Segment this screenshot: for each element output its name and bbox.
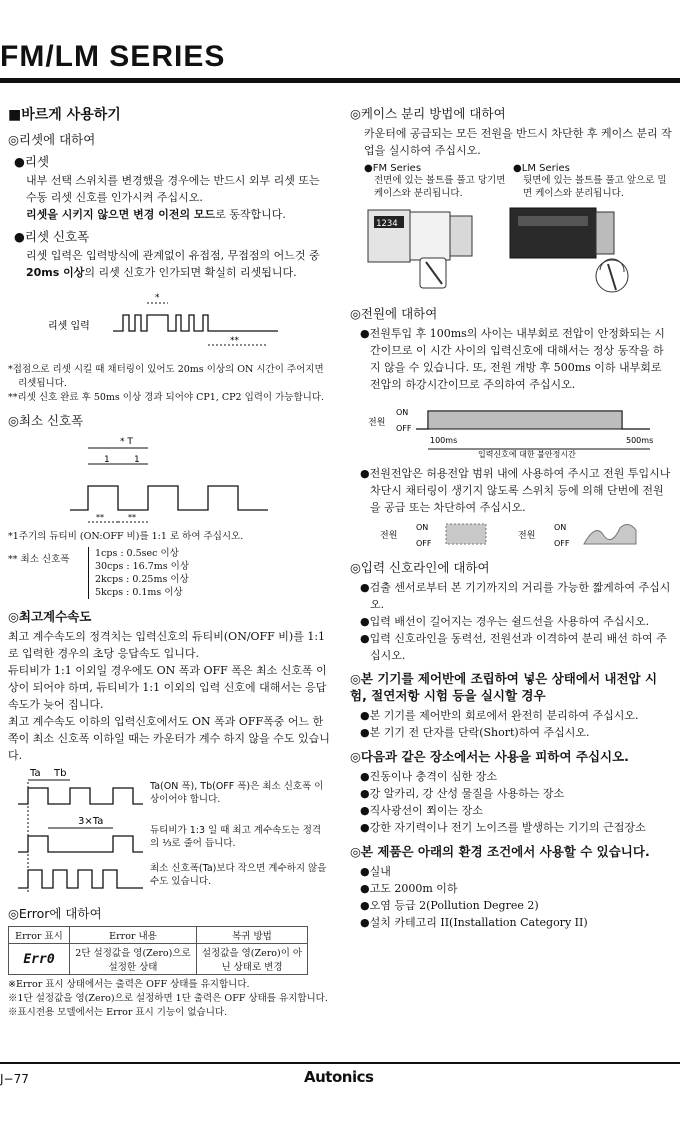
min-signal-item: 5kcps : 0.1ms 이상 xyxy=(95,587,183,598)
reset-note1: *접점으로 리셋 시킬 때 채터링이 있어도 20ms 이상의 ON 시간이 주어지면 리셋됩니다. xyxy=(8,364,324,389)
dstar-a: ** xyxy=(96,513,104,522)
label-T: * T xyxy=(120,437,133,447)
panel-item: ●본 기기를 제어반의 회로에서 완전히 분리하여 주십시오. xyxy=(360,709,639,722)
input-line-item: ●검출 센서로부터 본 기기까지의 거리를 가능한 짧게하여 주십시오. xyxy=(360,581,671,611)
star-mark: * xyxy=(155,293,160,303)
off-label-3: OFF xyxy=(554,539,570,548)
ms500-label: 500ms xyxy=(626,436,654,445)
power-label-2: 전원 xyxy=(380,531,398,541)
on-label-3: ON xyxy=(554,523,567,532)
page-number: J−77 xyxy=(0,1072,29,1086)
input-line-item: ●입력 신호라인을 동력선, 전원선과 이격하여 분리 배선 하여 주십시오. xyxy=(360,632,667,662)
label-1a: 1 xyxy=(104,455,110,465)
error-note: ※1단 설정값을 영(Zero)으로 설정하면 1단 출력은 OFF 상태를 유지합니다. xyxy=(8,993,328,1004)
off-label-2: OFF xyxy=(416,539,432,548)
error-col-content: Error 내용 xyxy=(70,927,197,944)
error-col-recovery: 복귀 방법 xyxy=(197,927,308,944)
env-item: ●오염 등급 2(Pollution Degree 2) xyxy=(360,899,539,912)
min-signal-item: 2kcps : 0.25ms 이상 xyxy=(95,574,189,585)
error-table-row xyxy=(9,944,308,975)
section-title: ■바르게 사용하기 xyxy=(8,107,121,123)
env-item: ●설치 카테고리 II(Installation Category II) xyxy=(360,916,588,929)
max-speed-p1: 최고 계수속도의 정격치는 입력신호의 듀티비(ON/OFF 비)를 1:1로 입력한 경우의 초당 응답속도 입니다. xyxy=(8,630,326,660)
min-signal-heading: ◎최소 신호폭 xyxy=(8,413,84,428)
power-label: 전원 xyxy=(368,418,386,428)
label-ta: Ta xyxy=(30,768,41,779)
fm-series-title: ●FM Series xyxy=(364,163,422,174)
brand-logo: Autonics xyxy=(304,1068,374,1086)
min-signal-values xyxy=(88,547,189,599)
dstar-mark: ** xyxy=(230,336,239,346)
label-3ta: 3×Ta xyxy=(78,816,104,827)
power-heading: ◎전원에 대하여 xyxy=(350,306,438,321)
error-col-display: Error 표시 xyxy=(9,927,70,944)
on-label-2: ON xyxy=(416,523,429,532)
error-heading: ◎Error에 대하여 xyxy=(8,906,102,921)
panel-item: ●본 기기 전 단자를 단락(Short)하여 주십시오. xyxy=(360,726,590,739)
input-line-heading: ◎입력 신호라인에 대하여 xyxy=(350,560,490,575)
footer-rule xyxy=(0,1062,680,1064)
reset-p1-bold: 리셋을 시키지 않으면 변경 이전의 모드 xyxy=(26,208,216,221)
case-series-row xyxy=(350,163,672,200)
reset-sub2: ●리셋 신호폭 xyxy=(14,229,90,244)
reset-p2-bold: 20ms 이상 xyxy=(26,266,85,279)
avoid-item: ●진동이나 충격이 심한 장소 xyxy=(360,770,497,783)
env-heading: ◎본 제품은 아래의 환경 조건에서 사용할 수 있습니다. xyxy=(350,844,650,859)
series-title: FM/LM SERIES xyxy=(0,40,226,73)
reset-p2a: 리셋 입력은 입력방식에 관계없이 유접점, 무접점의 어느것 중 xyxy=(26,249,320,262)
min-signal-diagram xyxy=(8,432,328,530)
avoid-heading: ◎다음과 같은 장소에서는 사용을 피하여 주십시오. xyxy=(350,749,629,764)
error-notes xyxy=(8,978,330,1020)
avoid-item: ●직사광선이 쬐이는 장소 xyxy=(360,804,483,817)
power-timing-diagram xyxy=(350,399,672,465)
power-b2: ●전원전압은 허용전압 범위 내에 사용하여 주시고 전원 투입시나 차단시 채터링이 생기지 않도록 스위치 등에 의해 단번에 전원을 공급 또는 차단하여 주십시오. xyxy=(360,467,671,514)
min-signal-note1: *1주기의 듀티비 (ON:OFF 비)를 1:1 로 하여 주십시오. xyxy=(8,531,244,542)
reset-p1-text: 내부 선택 스위치를 변경했을 경우에는 반드시 외부 리셋 또는 수동 리셋 신호를 인가시켜 주십시오. xyxy=(26,174,320,204)
min-signal-item: 30cps : 16.7ms 이상 xyxy=(95,561,190,572)
unstable-label: 입력신호에 대한 불안정시간 xyxy=(478,450,576,459)
counter-display: 1234 xyxy=(376,219,398,229)
error-recovery-cell: 설정값을 영(Zero)이 아닌 상태로 변경 xyxy=(197,944,308,975)
reset-p2b: 의 리셋 신호가 인가되면 확실히 리셋됩니다. xyxy=(84,266,297,279)
max-speed-p2: 듀티비가 1:1 이외일 경우에도 ON 폭과 OFF 폭은 최소 신호폭 이상이 되어야 하며, 듀티비가 1:1 이외의 입력 신호에 대해서는 응답속도가 늦어 집니다. xyxy=(8,664,327,711)
error-table-header xyxy=(9,927,308,944)
right-column xyxy=(350,104,672,931)
header-rule xyxy=(0,78,680,83)
error-content-cell: 2단 설정값을 영(Zero)으로 설정한 상태 xyxy=(70,944,197,975)
label-tb: Tb xyxy=(54,768,67,779)
max-speed-diagram xyxy=(8,764,330,898)
reset-timing-diagram xyxy=(8,281,328,363)
dstar-b: ** xyxy=(128,513,136,522)
min-signal-label: ** 최소 신호폭 xyxy=(8,554,70,565)
reset-p1 xyxy=(26,172,330,223)
reset-p1-tail: 로 동작합니다. xyxy=(215,208,286,221)
reset-note2: **리셋 신호 완료 후 50ms 이상 경과 되어야 CP1, CP2 입력이 가능합니다. xyxy=(8,392,325,403)
env-item: ●실내 xyxy=(360,865,391,878)
power-label-3: 전원 xyxy=(518,531,536,541)
case-p1: 카운터에 공급되는 모든 전원을 반드시 차단한 후 케이스 분리 작업을 실시하여 주십시오. xyxy=(364,127,672,157)
max-speed-desc2: 듀티비가 1:3 일 때 최고 계수속도는 정격의 ⅓로 줄어 듭니다. xyxy=(150,825,322,849)
panel-heading: ◎본 기기를 제어반에 조립하여 넣은 상태에서 내전압 시험, 절연저항 시험 등을 실시할 경우 xyxy=(350,671,658,703)
lm-series-text: 뒷면에 있는 볼트를 풀고 앞으로 밀면 케이스와 분리됩니다. xyxy=(523,175,667,199)
input-line-item: ●입력 배선이 길어지는 경우는 쉴드선을 사용하여 주십시오. xyxy=(360,615,650,628)
max-speed-desc1: Ta(ON 폭), Tb(OFF 폭)은 최소 신호폭 이상이어야 합니다. xyxy=(150,781,324,805)
left-column xyxy=(8,104,330,1020)
min-signal-table xyxy=(8,547,330,599)
reset-sub1: ●리셋 xyxy=(14,154,50,169)
fm-series-text: 전면에 있는 볼트를 풀고 당기면 케이스와 분리됩니다. xyxy=(374,175,506,199)
on-label: ON xyxy=(396,408,409,417)
ms100-label: 100ms xyxy=(430,436,458,445)
avoid-item: ●강 알카리, 강 산성 물질을 사용하는 장소 xyxy=(360,787,565,800)
reset-heading: ◎리셋에 대하여 xyxy=(8,132,96,147)
error-display-value: Err0 xyxy=(9,944,70,975)
max-speed-heading: ◎최고계수속도 xyxy=(8,609,92,624)
lm-series-block xyxy=(513,163,672,200)
error-note: ※Error 표시 상태에서는 출력은 OFF 상태를 유지합니다. xyxy=(8,979,250,990)
max-speed-desc3: 최소 신호폭(Ta)보다 작으면 계수하지 않을 수도 있습니다. xyxy=(150,863,327,887)
power-b1: ●전원투입 후 100ms의 사이는 내부회로 전압이 안정화되는 시간이므로 이 시간 사이의 입력신호에 대해서는 정상 동작을 하지 않을 수 있습니다. 또, 전원 개방 후 500ms 이하 내부회로 전압의 하강시간이므로 주의하여 주십시오. xyxy=(360,327,665,391)
lm-series-title: ●LM Series xyxy=(513,163,570,174)
error-note: ※표시전용 모델에서는 Error 표시 기능이 없습니다. xyxy=(8,1007,228,1018)
min-signal-item: 1cps : 0.5sec 이상 xyxy=(95,548,179,559)
avoid-item: ●강한 자기력이나 전기 노이즈를 발생하는 기기의 근접장소 xyxy=(360,821,646,834)
reset-p2 xyxy=(26,247,330,281)
reset-input-label: 리셋 입력 xyxy=(48,321,90,332)
off-label: OFF xyxy=(396,424,412,433)
case-heading: ◎케이스 분리 방법에 대하여 xyxy=(350,106,506,121)
power-chatter-diagram xyxy=(350,516,672,552)
env-item: ●고도 2000m 이하 xyxy=(360,882,458,895)
max-speed-p3: 최고 계수속도 이하의 입력신호에서도 ON 폭과 OFF폭중 어느 한쪽이 최소 신호폭 이하일 때는 카운터가 계수 하지 않을 수도 있습니다. xyxy=(8,715,330,762)
case-illustration xyxy=(350,202,672,298)
label-1b: 1 xyxy=(134,455,140,465)
error-table xyxy=(8,926,308,975)
fm-series-block xyxy=(364,163,513,200)
